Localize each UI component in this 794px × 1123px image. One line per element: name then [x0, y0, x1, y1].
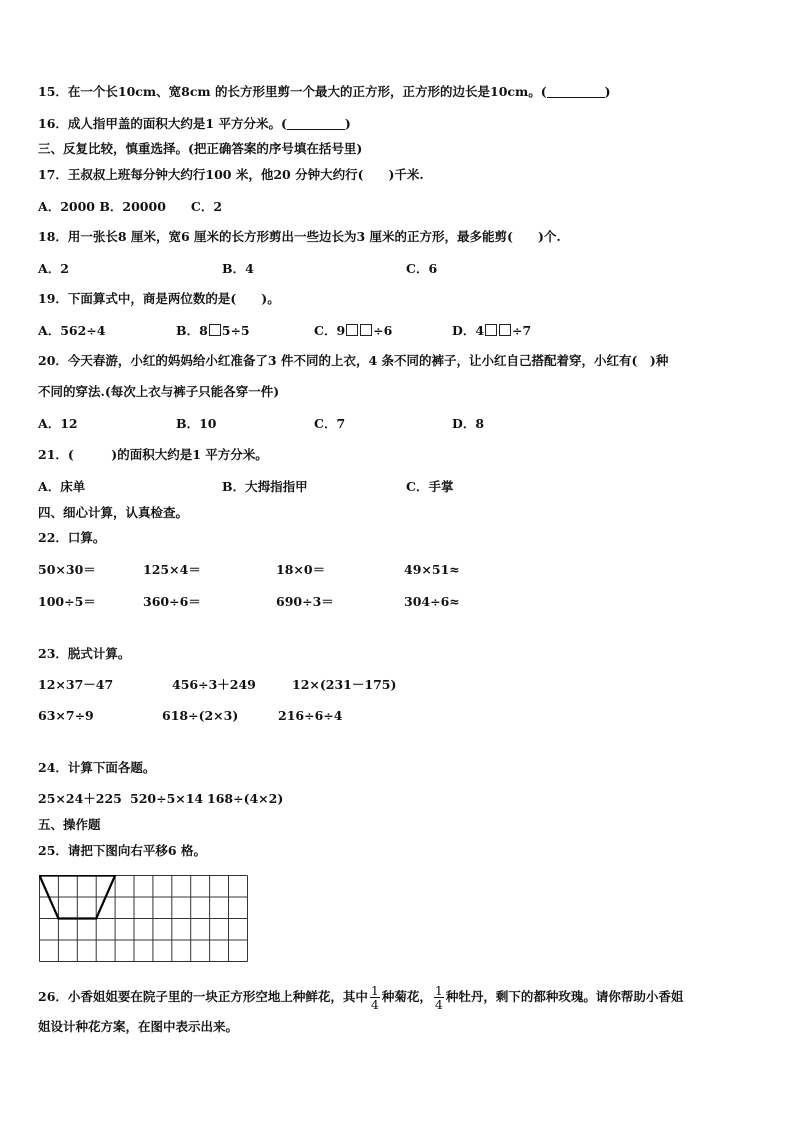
question-23-title: 23．脱式计算。 — [38, 646, 131, 661]
q24-item: 168÷(4×2) — [207, 791, 284, 806]
q26-part2: 种菊花， — [381, 989, 432, 1004]
q22-item: 18×0＝ — [276, 562, 326, 577]
q19-d-suffix: ÷7 — [512, 323, 532, 338]
q19-option-c — [314, 323, 392, 339]
q24-item: 520÷5×14 — [130, 791, 204, 806]
q21-option-b: B．大拇指指甲 — [222, 479, 308, 494]
q15-text: 15．在一个长10cm、宽8cm 的长方形里剪一个最大的正方形，正方形的边长是10cm。( — [38, 84, 547, 99]
q20-option-a: A．12 — [38, 416, 78, 431]
question-16 — [38, 116, 351, 132]
q19-option-d — [452, 323, 531, 339]
fraction-denominator: 4 — [434, 997, 443, 1012]
translation-grid[interactable] — [39, 875, 249, 963]
question-20: 20．今天春游，小红的妈妈给小红准备了3 件不同的上衣，4 条不同的裤子，让小红自己搭配着穿，小红有( )种 — [38, 353, 669, 368]
fraction-one-quarter — [434, 984, 444, 1011]
q19-d-prefix: D．4 — [452, 323, 485, 338]
blank-box — [209, 324, 221, 336]
question-24-title: 24．计算下面各题。 — [38, 760, 156, 775]
q21-option-c: C．手掌 — [406, 479, 454, 494]
q22-item: 304÷6≈ — [404, 594, 460, 609]
q20-option-d: D．8 — [452, 416, 485, 431]
q22-item: 50×30＝ — [38, 562, 96, 577]
q22-item: 125×4＝ — [143, 562, 201, 577]
q26-part3: 种牡丹，剩下的都种玫瑰。请你帮助小香姐 — [445, 989, 684, 1004]
q26-part1: 26．小香姐姐要在院子里的一块正方形空地上种鲜花，其中 — [38, 989, 368, 1004]
q18-option-c: C．6 — [406, 261, 438, 276]
q23-item: 63×7÷9 — [38, 708, 94, 723]
q23-item: 12×37－47 — [38, 677, 114, 692]
answer-blank[interactable] — [287, 117, 345, 130]
question-19: 19．下面算式中，商是两位数的是( )。 — [38, 291, 280, 306]
question-26-line2: 姐设计种花方案，在图中表示出来。 — [38, 1019, 239, 1034]
section-3-heading: 三、反复比较，慎重选择。(把正确答案的序号填在括号里) — [38, 141, 363, 156]
q21-option-a: A．床单 — [38, 479, 86, 494]
q15-paren: ) — [604, 84, 611, 99]
q20-option-c: C．7 — [314, 416, 346, 431]
blank-box — [346, 324, 358, 336]
q17-options: A．2000 B．20000 C．2 — [38, 199, 223, 214]
q16-text: 16．成人指甲盖的面积大约是1 平方分米。( — [38, 116, 287, 131]
q23-item: 456÷3＋249 — [172, 677, 256, 692]
question-18: 18．用一张长8 厘米，宽6 厘米的长方形剪出一些边长为3 厘米的正方形，最多能剪( )个. — [38, 229, 561, 244]
q22-item: 690÷3＝ — [276, 594, 334, 609]
fraction-numerator: 1 — [434, 983, 443, 998]
q22-item: 100÷5＝ — [38, 594, 96, 609]
answer-blank[interactable] — [547, 85, 605, 98]
question-15 — [38, 84, 611, 100]
q18-option-a: A．2 — [38, 261, 69, 276]
q19-b-suffix: 5÷5 — [221, 323, 250, 338]
question-25-title: 25．请把下图向右平移6 格。 — [38, 843, 206, 858]
q24-item: 25×24＋225 — [38, 791, 122, 806]
q23-item: 618÷(2×3) — [162, 708, 239, 723]
question-20-line2: 不同的穿法.(每次上衣与裤子只能各穿一件) — [38, 384, 280, 399]
q22-item: 360÷6＝ — [143, 594, 201, 609]
q18-option-b: B．4 — [222, 261, 254, 276]
question-22-title: 22．口算。 — [38, 530, 106, 545]
q19-c-prefix: C．9 — [314, 323, 346, 338]
q20-option-b: B．10 — [176, 416, 217, 431]
fraction-one-quarter — [370, 984, 380, 1011]
blank-box — [485, 324, 497, 336]
section-5-heading: 五、操作题 — [38, 817, 101, 832]
blank-box — [360, 324, 372, 336]
fraction-denominator: 4 — [370, 997, 379, 1012]
q23-item: 12×(231－175) — [292, 677, 397, 692]
q16-paren: ) — [344, 116, 351, 131]
question-21: 21．( )的面积大约是1 平方分米。 — [38, 447, 268, 462]
question-17: 17．王叔叔上班每分钟大约行100 米，他20 分钟大约行( )千米. — [38, 167, 424, 182]
question-26 — [38, 982, 683, 1012]
blank-box — [499, 324, 511, 336]
q19-option-b — [176, 323, 250, 339]
q19-c-suffix: ÷6 — [373, 323, 393, 338]
q19-option-a: A．562÷4 — [38, 323, 106, 338]
q22-item: 49×51≈ — [404, 562, 460, 577]
fraction-numerator: 1 — [370, 983, 379, 998]
q19-b-prefix: B．8 — [176, 323, 208, 338]
section-4-heading: 四、细心计算，认真检查。 — [38, 505, 189, 520]
q23-item: 216÷6÷4 — [278, 708, 343, 723]
